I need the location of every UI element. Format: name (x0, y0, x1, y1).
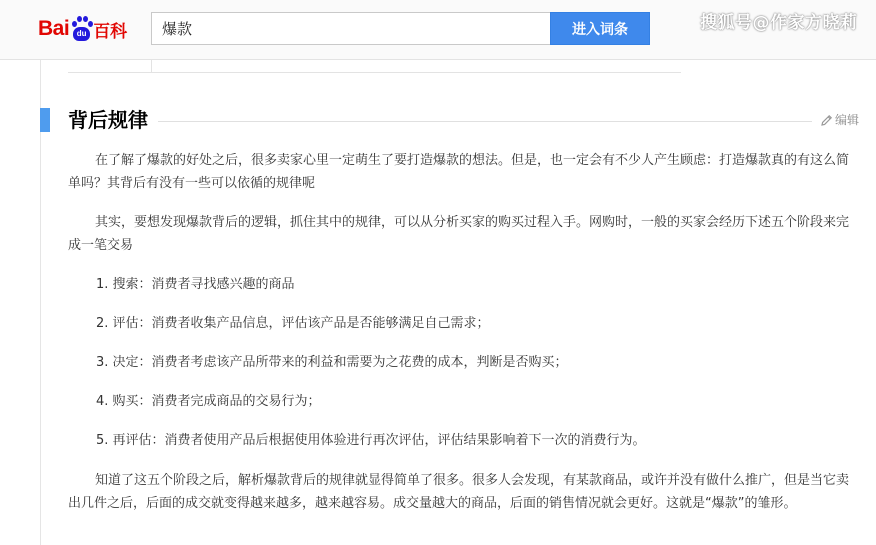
list-item-reevaluate: 5. 再评估：消费者使用产品后根据使用体验进行再次评估，评估结果影响着下一次的消费行为。 (96, 433, 646, 448)
edit-button[interactable] (819, 111, 859, 128)
list-item-search: 1. 搜索：消费者寻找感兴趣的商品 (96, 277, 295, 292)
list-item-evaluate: 2. 评估：消费者收集产品信息，评估该产品是否能够满足自己需求； (96, 316, 490, 331)
enter-entry-button[interactable]: 进入词条 (550, 12, 650, 45)
list-item-purchase: 4. 购买：消费者完成商品的交易行为； (96, 394, 321, 409)
logo-text-bai: Bai (38, 17, 70, 40)
edit-label: 编辑 (835, 113, 860, 127)
paragraph-intro: 在了解了爆款的好处之后，很多卖家心里一定萌生了要打造爆款的想法。但是，也一定会有不少人产生顾虑：打造爆款真的有这么简单吗？其背后有没有一些可以依循的规律呢 (68, 153, 850, 191)
paw-icon (70, 16, 92, 42)
pencil-icon (821, 114, 833, 126)
logo-text-du: du (76, 29, 87, 38)
content-left-border (40, 60, 41, 545)
top-header (0, 0, 876, 60)
baidu-baike-logo[interactable] (38, 12, 127, 46)
paragraph-logic: 其实，要想发现爆款背后的逻辑，抓住其中的规律，可以从分析买家的购买过程入手。网购时，一般的买家会经历下述五个阶段来完成一笔交易 (68, 215, 850, 253)
box-divider (151, 60, 152, 73)
paragraph-conclusion: 知道了这五个阶段之后，解析爆款背后的规律就显得简单了很多。很多人会发现，有某款商品，或许并没有做什么推广，但是当它卖出几件之后，后面的成交就变得越来越多，越来越容易。成交量越大的商品，后面的销售情况就会更好。这就是“爆款”的雏形。 (68, 473, 850, 511)
section-marker (40, 108, 50, 132)
search-input[interactable] (151, 12, 550, 45)
list-item-decide: 3. 决定：消费者考虑该产品所带来的利益和需要为之花费的成本，判断是否购买； (96, 355, 568, 370)
previous-section-box (68, 60, 681, 73)
section-title: 背后规律 (68, 106, 158, 134)
logo-text-baike: 百科 (93, 21, 128, 42)
source-watermark: 搜狐号@作家方晓莉 (700, 13, 858, 33)
section-divider-line (68, 121, 812, 122)
